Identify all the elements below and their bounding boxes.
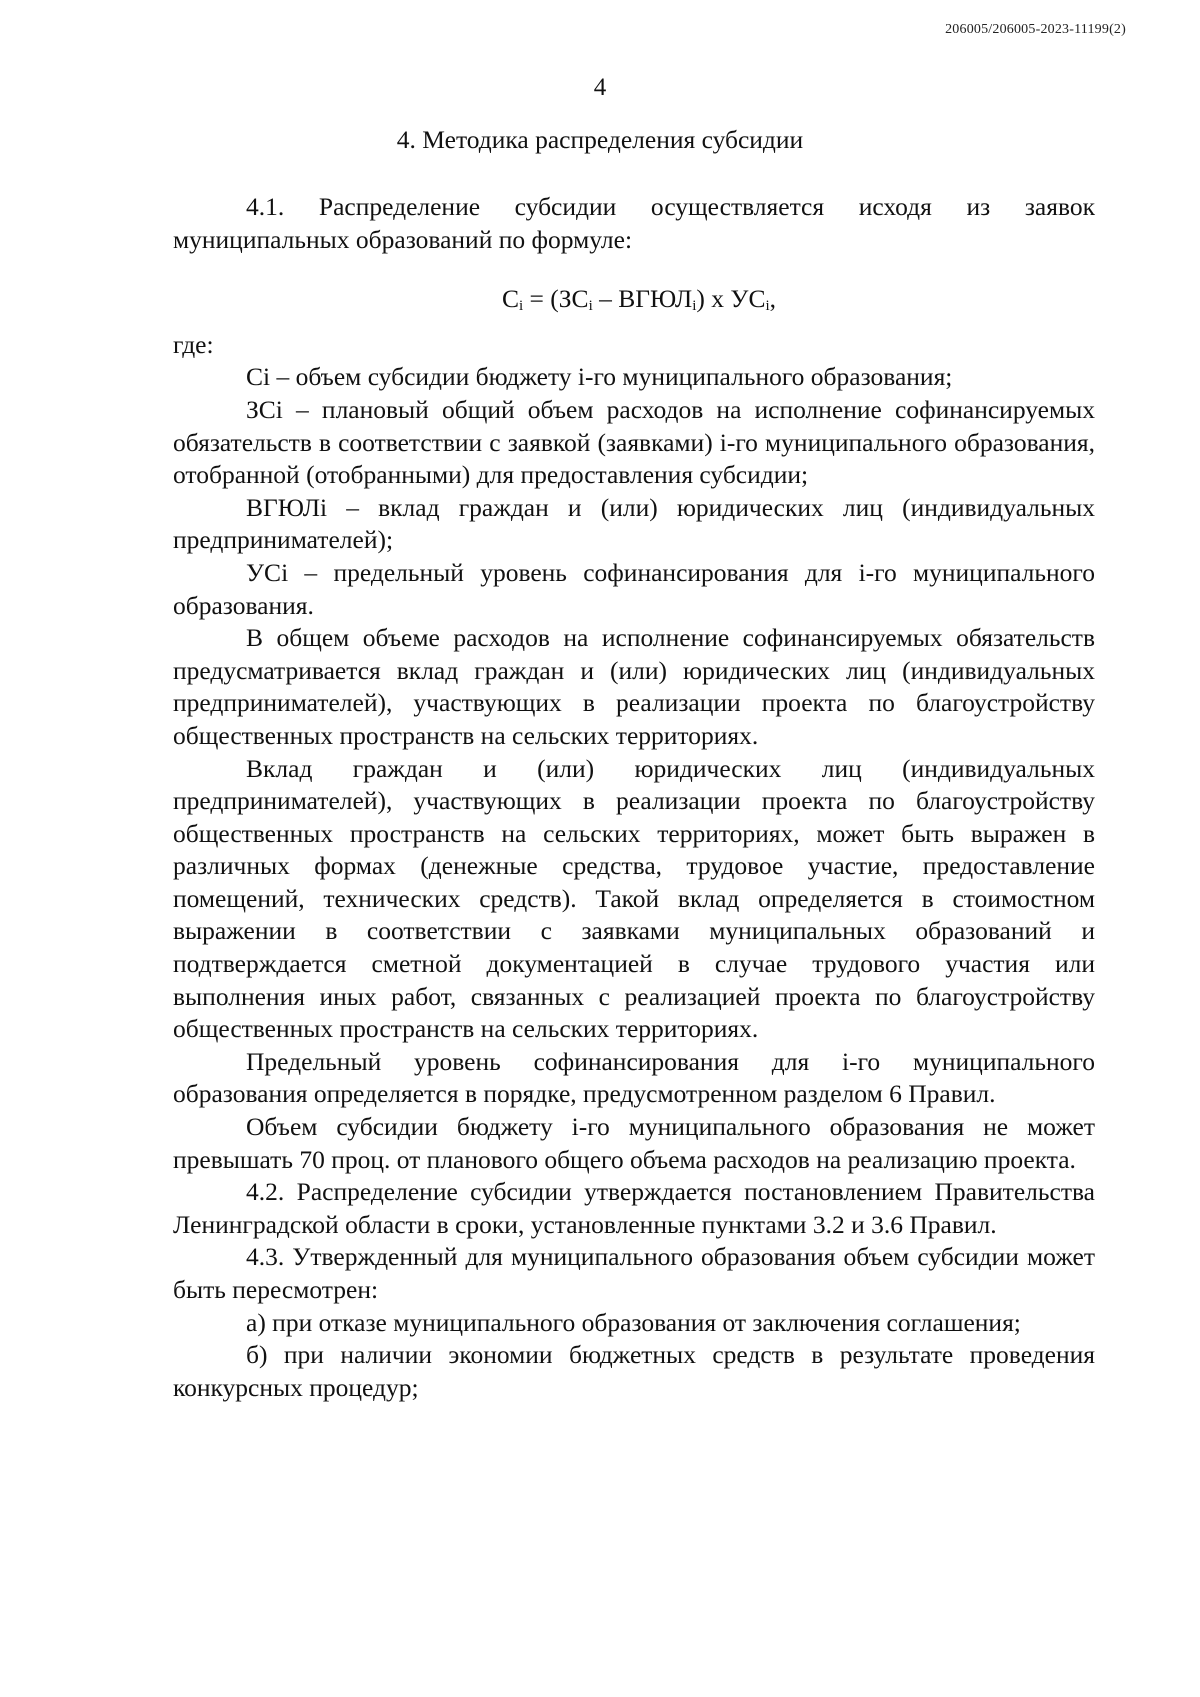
paragraph-4-1: 4.1. Распределение субсидии осуществляется исходя из заявок муниципальных образований по формуле: bbox=[173, 192, 1095, 254]
list-item-a: а) при отказе муниципального образования от заключения соглашения; bbox=[246, 1307, 1021, 1337]
list-item-b: б) при наличии экономии бюджетных средств в результате проведения конкурсных процедур; bbox=[173, 1340, 1095, 1402]
definition-ci: Ci – объем субсидии бюджету i-го муниципального образования; bbox=[246, 362, 953, 392]
paragraph-contribution: Вклад граждан и (или) юридических лиц (индивидуальных предпринимателей), участвующих в реализации проекта по благоустройству общественных пространств на сельских территориях, может быть выражен в различных формах (денежные средства, трудовое участие, предоставление помещений, технических средств). Такой вклад определяется в стоимостном выражении в соответствии с заявками муниципальных образований и подтверждается сметной документацией в случае трудового участия или выполнения иных работ, связанных с реализацией проекта по благоустройству общественных пространств на сельских территориях. bbox=[173, 753, 1095, 1044]
where-label: где: bbox=[173, 329, 214, 359]
paragraph-total-expenses: В общем объеме расходов на исполнение софинансируемых обязательств предусматривается вклад граждан и (или) юридических лиц (индивидуальных предпринимателей), участвующих в реализации проекта по благоустройству общественных пространств на сельских территориях. bbox=[173, 623, 1095, 750]
page-number: 4 bbox=[593, 74, 607, 101]
paragraph-4-3: 4.3. Утвержденный для муниципального образования объем субсидии может быть пересмотрен: bbox=[173, 1242, 1095, 1304]
formula-subscript: i bbox=[765, 298, 770, 315]
formula-part: C bbox=[501, 284, 519, 314]
section-title: 4. Методика распределения субсидии bbox=[396, 125, 804, 154]
paragraph-4-2: 4.2. Распределение субсидии утверждается постановлением Правительства Ленинградской области в сроки, установленные пунктами 3.2 и 3.6 Правил. bbox=[173, 1177, 1095, 1239]
formula-subscript: i bbox=[518, 298, 524, 315]
formula-subscript: i bbox=[588, 298, 593, 315]
definition-usi: УСi – предельный уровень софинансирования для i-го муниципального образования. bbox=[173, 557, 1095, 620]
formula-part: – ВГЮЛ bbox=[592, 284, 693, 314]
definition-zci: ЗCi – плановый общий объем расходов на исполнение софинансируемых обязательств в соответствии с заявкой (заявками) i-го муниципального образования, отобранной (отобранными) для предоставления субсидии; bbox=[173, 394, 1095, 490]
document-body bbox=[173, 191, 1095, 1404]
formula-subscript: i bbox=[692, 298, 697, 315]
formula-part: = (ЗC bbox=[523, 284, 589, 314]
formula-part: ) х УС bbox=[696, 284, 766, 314]
paragraph-cofinancing-limit: Предельный уровень софинансирования для i-го муниципального образования определяется в порядке, предусмотренном разделом 6 Правил. bbox=[173, 1046, 1095, 1109]
formula-part: , bbox=[769, 284, 777, 314]
paragraph-subsidy-volume: Объем субсидии бюджету i-го муниципального образования не может превышать 70 проц. от планового общего объема расходов на реализацию проекта. bbox=[173, 1112, 1095, 1174]
subsidy-formula bbox=[173, 283, 1095, 316]
document-id: 206005/206005-2023-11199(2) bbox=[945, 22, 1126, 37]
definition-vgyul: ВГЮЛi – вклад граждан и (или) юридических лиц (индивидуальных предпринимателей); bbox=[173, 492, 1095, 555]
